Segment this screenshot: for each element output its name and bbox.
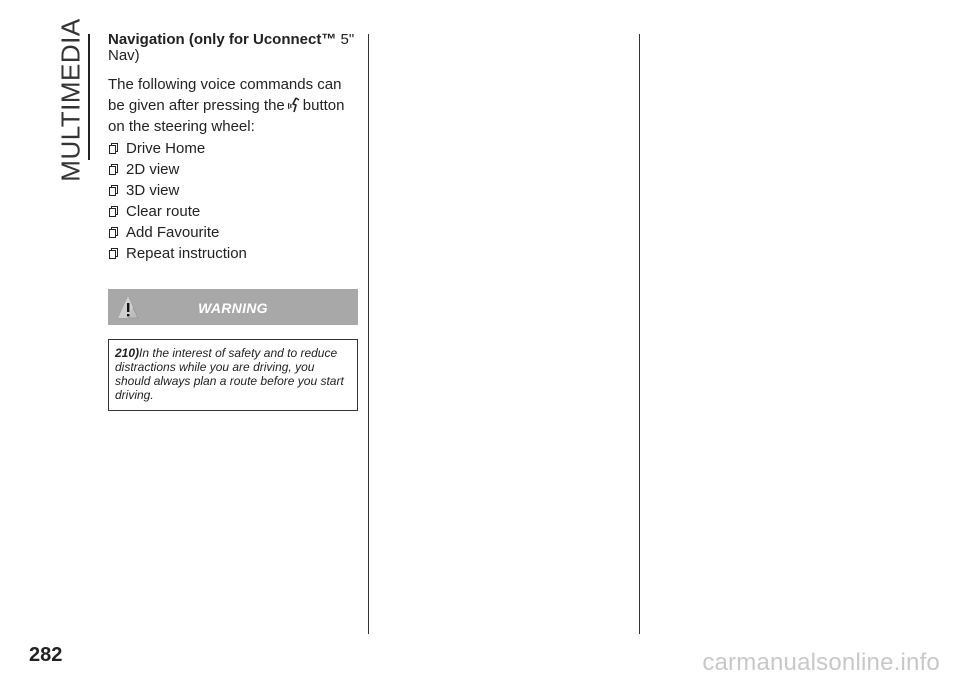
warning-title: WARNING — [198, 300, 268, 316]
page-number: 282 — [29, 644, 63, 666]
bullet-box-icon — [109, 248, 118, 259]
list-item: Clear route — [108, 201, 358, 222]
warning-ref: 210) — [115, 346, 140, 360]
intro-paragraph: The following voice commands can be given after pressing the button on the steering wheel: — [108, 76, 345, 135]
watermark: carmanualsonline.info — [702, 649, 940, 676]
list-item: 2D view — [108, 159, 358, 180]
bullet-box-icon — [109, 185, 118, 196]
bullet-box-icon — [109, 206, 118, 217]
list-item: Repeat instruction — [108, 243, 358, 264]
bullet-box-icon — [109, 227, 118, 238]
content-column — [108, 32, 358, 411]
list-item: 3D view — [108, 180, 358, 201]
section-rule — [88, 34, 90, 160]
warning-text: In the interest of safety and to reduce distractions while you are driving, you should always plan a route before you start driving. — [115, 346, 344, 402]
list-item: Add Favourite — [108, 222, 358, 243]
warning-text-box — [108, 339, 358, 411]
bullet-box-icon — [109, 143, 118, 154]
column-divider-2 — [639, 34, 640, 634]
list-item: Drive Home — [108, 138, 358, 159]
bullet-box-icon — [109, 164, 118, 175]
section-label: MULTIMEDIA — [55, 18, 86, 182]
command-list — [108, 138, 358, 264]
warning-header — [108, 289, 358, 325]
column-divider-1 — [368, 34, 369, 634]
voice-command-icon — [287, 97, 301, 113]
section-heading: Navigation (only for Uconnect™ 5" Nav) — [108, 31, 355, 64]
